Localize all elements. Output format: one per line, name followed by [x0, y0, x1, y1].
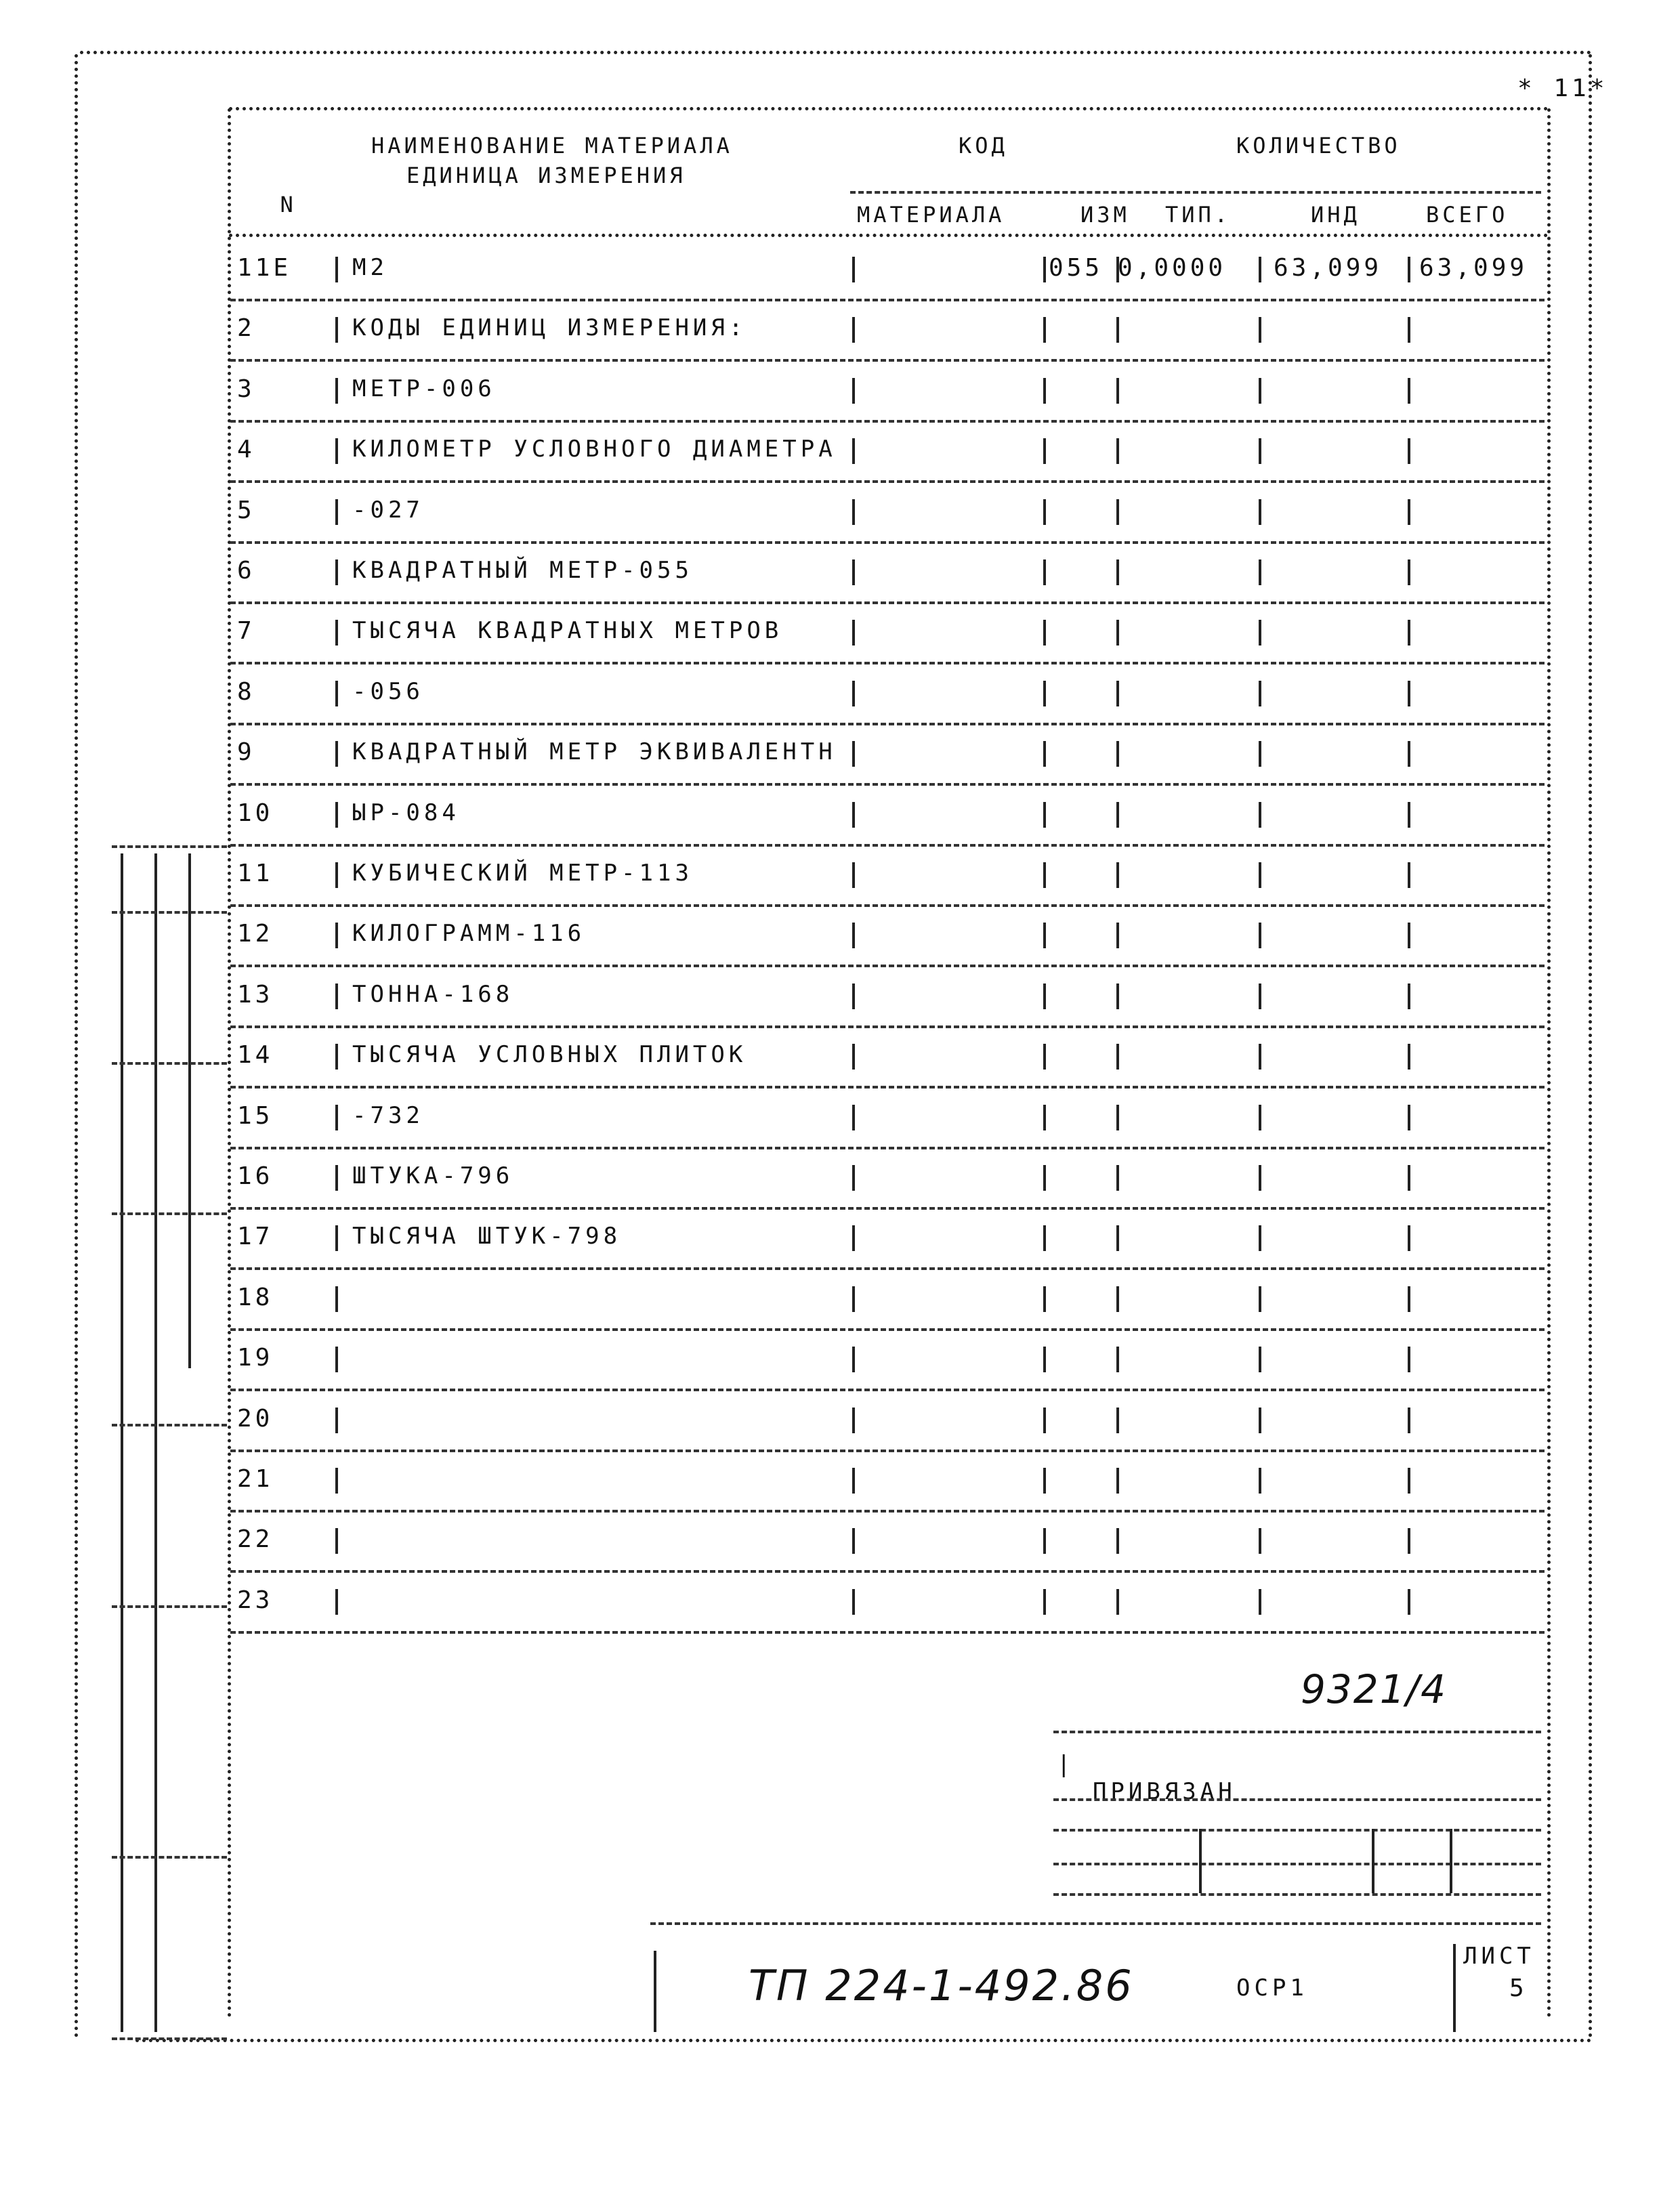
table-row	[0, 375, 1680, 416]
header-no	[247, 166, 297, 217]
column-separator	[1116, 1468, 1119, 1494]
stamp-line-1	[1053, 1731, 1541, 1733]
column-separator	[852, 1528, 855, 1554]
row-name: -056	[352, 678, 424, 705]
column-separator	[852, 1408, 855, 1433]
column-separator	[852, 317, 855, 343]
margin-dash-6	[112, 1605, 227, 1608]
column-separator	[1259, 438, 1261, 464]
column-separator	[852, 1225, 855, 1251]
row-name: ТЫСЯЧА КВАДРАТНЫХ МЕТРОВ	[352, 617, 783, 644]
column-separator	[1043, 620, 1046, 646]
table-row	[0, 496, 1680, 537]
column-separator	[1043, 1589, 1046, 1615]
column-separator	[1116, 1528, 1119, 1554]
row-number: 22	[237, 1525, 274, 1553]
table-row	[0, 1102, 1680, 1143]
column-separator	[335, 1286, 338, 1312]
column-separator	[1259, 983, 1261, 1009]
row-number: 11	[237, 860, 274, 887]
column-separator	[1043, 378, 1046, 404]
column-separator	[335, 620, 338, 646]
table-row	[0, 557, 1680, 597]
header-code: КОД	[959, 133, 1008, 158]
column-separator	[1043, 681, 1046, 706]
table-row	[0, 314, 1680, 355]
row-separator	[230, 1267, 1545, 1270]
header-material: МАТЕРИАЛА	[857, 202, 1005, 228]
margin-dash-2	[112, 911, 227, 914]
column-separator	[1408, 1468, 1410, 1494]
column-separator	[1259, 1165, 1261, 1191]
column-separator	[1408, 741, 1410, 767]
column-separator	[1259, 1589, 1261, 1615]
row-name: КУБИЧЕСКИЙ МЕТР-113	[352, 860, 693, 887]
titleblock-top	[650, 1922, 1541, 1925]
table-row	[0, 738, 1680, 779]
margin-dash-4	[112, 1212, 227, 1215]
column-separator	[1116, 1225, 1119, 1251]
column-separator	[852, 257, 855, 282]
column-separator	[1259, 1347, 1261, 1372]
column-separator	[1259, 1225, 1261, 1251]
row-name: ЫР-084	[352, 799, 460, 826]
column-separator	[1043, 317, 1046, 343]
column-separator	[1116, 1408, 1119, 1433]
row-number: 4	[237, 436, 255, 463]
row-number: 9	[237, 738, 255, 766]
column-separator	[1259, 1286, 1261, 1312]
column-separator	[852, 1044, 855, 1070]
row-separator	[230, 1086, 1545, 1088]
column-separator	[852, 862, 855, 888]
titleblock-left	[654, 1951, 656, 2032]
row-total: 63,099	[1419, 254, 1528, 282]
column-separator	[1408, 620, 1410, 646]
row-number: 17	[237, 1223, 274, 1250]
row-number: 10	[237, 799, 274, 827]
column-separator	[1116, 983, 1119, 1009]
row-separator	[230, 662, 1545, 664]
header-unit: ИЗМ	[1080, 202, 1130, 228]
column-separator	[335, 862, 338, 888]
column-separator	[852, 378, 855, 404]
table-row	[0, 1586, 1680, 1627]
column-separator	[852, 1347, 855, 1372]
column-separator	[1043, 802, 1046, 828]
form-code: ОСР1	[1236, 1974, 1308, 2002]
row-separator	[230, 1389, 1545, 1391]
column-separator	[335, 378, 338, 404]
row-separator	[230, 420, 1545, 423]
outer-frame-bottom	[135, 2039, 1592, 2042]
column-separator	[1043, 499, 1046, 525]
row-number: 13	[237, 981, 274, 1009]
column-separator	[335, 983, 338, 1009]
column-separator	[335, 438, 338, 464]
row-separator	[230, 1147, 1545, 1149]
column-separator	[1043, 257, 1046, 282]
column-separator	[852, 681, 855, 706]
row-name: КОДЫ ЕДИНИЦ ИЗМЕРЕНИЯ:	[352, 314, 747, 341]
table-row	[0, 860, 1680, 900]
row-separator	[230, 359, 1545, 362]
row-name: ШТУКА-796	[352, 1162, 514, 1189]
column-separator	[1259, 1468, 1261, 1494]
column-separator	[1408, 257, 1410, 282]
column-separator	[1408, 499, 1410, 525]
column-separator	[1259, 257, 1261, 282]
column-separator	[1116, 923, 1119, 948]
column-separator	[335, 681, 338, 706]
row-name: М2	[352, 254, 388, 281]
column-separator	[335, 317, 338, 343]
table-row	[0, 1344, 1680, 1384]
row-separator	[230, 480, 1545, 483]
column-separator	[1259, 499, 1261, 525]
column-separator	[1116, 499, 1119, 525]
table-row	[0, 254, 1680, 295]
column-separator	[1116, 741, 1119, 767]
column-separator	[1259, 862, 1261, 888]
column-separator	[1116, 1286, 1119, 1312]
column-separator	[1043, 1044, 1046, 1070]
column-separator	[852, 983, 855, 1009]
column-separator	[1408, 559, 1410, 585]
row-number: 15	[237, 1102, 274, 1130]
column-separator	[1408, 983, 1410, 1009]
margin-dash-5	[112, 1424, 227, 1426]
header-name-1: НАИМЕНОВАНИЕ МАТЕРИАЛА	[371, 133, 733, 158]
column-separator	[1259, 1528, 1261, 1554]
column-separator	[1043, 983, 1046, 1009]
column-separator	[335, 559, 338, 585]
column-separator	[1259, 620, 1261, 646]
column-separator	[1043, 1528, 1046, 1554]
row-name: -732	[352, 1102, 424, 1129]
column-separator	[852, 741, 855, 767]
row-separator	[230, 1510, 1545, 1512]
column-separator	[1116, 1347, 1119, 1372]
row-number: 2	[237, 314, 255, 342]
column-separator	[1116, 862, 1119, 888]
stamp-line-5	[1053, 1893, 1541, 1896]
column-separator	[1043, 559, 1046, 585]
column-separator	[1408, 862, 1410, 888]
header-no-label: N	[280, 192, 297, 217]
row-separator	[230, 1570, 1545, 1573]
row-name: КИЛОГРАММ-116	[352, 920, 586, 947]
column-separator	[1116, 317, 1119, 343]
column-separator	[1043, 862, 1046, 888]
row-number: 14	[237, 1041, 274, 1069]
margin-bar-2	[154, 853, 157, 2032]
table-row	[0, 920, 1680, 960]
doc-code: ТП 224-1-492.86	[749, 1961, 1134, 2010]
table-row	[0, 1162, 1680, 1203]
row-number: 20	[237, 1405, 274, 1433]
column-separator	[1043, 438, 1046, 464]
column-separator	[335, 802, 338, 828]
column-separator	[1259, 1044, 1261, 1070]
column-separator	[852, 1105, 855, 1130]
column-separator	[852, 923, 855, 948]
row-separator	[230, 1207, 1545, 1210]
row-name: ТЫСЯЧА УСЛОВНЫХ ПЛИТОК	[352, 1041, 747, 1068]
row-separator	[230, 1450, 1545, 1452]
column-separator	[1408, 1589, 1410, 1615]
row-name: МЕТР-006	[352, 375, 496, 402]
column-separator	[1116, 438, 1119, 464]
row-separator	[230, 1631, 1545, 1634]
row-number: 12	[237, 920, 274, 948]
column-separator	[1116, 1589, 1119, 1615]
column-separator	[1408, 1165, 1410, 1191]
row-number: 3	[237, 375, 255, 403]
margin-dash-3	[112, 1062, 227, 1065]
header-sub-line	[850, 191, 1541, 194]
column-separator	[1408, 438, 1410, 464]
table-row	[0, 799, 1680, 840]
column-separator	[1116, 802, 1119, 828]
column-separator	[335, 923, 338, 948]
row-name: КВАДРАТНЫЙ МЕТР-055	[352, 557, 693, 584]
column-separator	[1408, 681, 1410, 706]
margin-dash-8	[112, 2037, 227, 2040]
table-row	[0, 1041, 1680, 1082]
column-separator	[1408, 802, 1410, 828]
column-separator	[1116, 378, 1119, 404]
sheet-label: ЛИСТ	[1463, 1943, 1535, 1970]
row-number: 5	[237, 496, 255, 524]
column-separator	[1116, 1165, 1119, 1191]
table-row	[0, 1465, 1680, 1506]
column-separator	[335, 1165, 338, 1191]
column-separator	[852, 499, 855, 525]
column-separator	[1408, 1286, 1410, 1312]
row-code: 055	[1049, 254, 1104, 282]
margin-dash-1	[112, 845, 227, 848]
row-separator	[230, 541, 1545, 544]
column-separator	[1259, 1408, 1261, 1433]
table-row	[0, 1223, 1680, 1263]
row-type: 0,0000	[1118, 254, 1227, 282]
column-separator	[335, 1225, 338, 1251]
row-separator	[230, 1025, 1545, 1028]
column-separator	[852, 1589, 855, 1615]
column-separator	[1259, 923, 1261, 948]
column-separator	[1043, 1286, 1046, 1312]
table-row	[0, 981, 1680, 1021]
column-separator	[1116, 257, 1119, 282]
column-separator	[1408, 1408, 1410, 1433]
column-separator	[1116, 681, 1119, 706]
column-separator	[1408, 1044, 1410, 1070]
column-separator	[335, 499, 338, 525]
column-separator	[1116, 620, 1119, 646]
stamp-div-1	[1199, 1829, 1202, 1893]
row-name: -027	[352, 496, 424, 524]
margin-bar-3	[188, 853, 191, 1368]
margin-dash-7	[112, 1856, 227, 1859]
column-separator	[1259, 378, 1261, 404]
row-separator	[230, 299, 1545, 301]
row-name: ТЫСЯЧА ШТУК-798	[352, 1223, 622, 1250]
table-row	[0, 1284, 1680, 1324]
row-name: КВАДРАТНЫЙ МЕТР ЭКВИВАЛЕНТН	[352, 738, 837, 765]
page-marker: * 11*	[1517, 75, 1608, 102]
table-row	[0, 1405, 1680, 1445]
column-separator	[1259, 1105, 1261, 1130]
column-separator	[1408, 1528, 1410, 1554]
row-number: 19	[237, 1344, 274, 1372]
row-name: ТОННА-168	[352, 981, 514, 1008]
row-number: 8	[237, 678, 255, 706]
header-qty: КОЛИЧЕСТВО	[1236, 133, 1401, 158]
table-row	[0, 617, 1680, 658]
column-separator	[1408, 923, 1410, 948]
row-separator	[230, 844, 1545, 847]
column-separator	[1043, 923, 1046, 948]
row-ind: 63,099	[1274, 254, 1383, 282]
column-separator	[335, 1468, 338, 1494]
row-name: КИЛОМЕТР УСЛОВНОГО ДИАМЕТРА	[352, 436, 837, 463]
column-separator	[1116, 1044, 1119, 1070]
column-separator	[1259, 802, 1261, 828]
header-total: ВСЕГО	[1426, 202, 1509, 228]
sheet-number: 5	[1509, 1974, 1528, 2002]
column-separator	[1408, 1347, 1410, 1372]
header-type: ТИП.	[1165, 202, 1232, 228]
row-separator	[230, 601, 1545, 604]
column-separator	[852, 1165, 855, 1191]
column-separator	[335, 1408, 338, 1433]
row-number: 6	[237, 557, 255, 585]
column-separator	[852, 1468, 855, 1494]
column-separator	[852, 620, 855, 646]
column-separator	[1043, 1165, 1046, 1191]
column-separator	[1043, 1468, 1046, 1494]
column-separator	[335, 741, 338, 767]
row-number: 16	[237, 1162, 274, 1190]
row-separator	[230, 783, 1545, 786]
stamp-line-4	[1053, 1863, 1541, 1865]
column-separator	[335, 1528, 338, 1554]
row-number: 21	[237, 1465, 274, 1493]
titleblock-sheet-div	[1453, 1944, 1456, 2032]
column-separator	[335, 1589, 338, 1615]
column-separator	[335, 1347, 338, 1372]
column-separator	[1408, 378, 1410, 404]
row-separator	[230, 904, 1545, 907]
stamp-line-3	[1053, 1829, 1541, 1832]
column-separator	[852, 1286, 855, 1312]
stamp-line-2	[1053, 1798, 1541, 1801]
column-separator	[1259, 559, 1261, 585]
table-row	[0, 1525, 1680, 1566]
stamp-bound-label: ПРИВЯЗАН	[1092, 1778, 1236, 1805]
column-separator	[1408, 317, 1410, 343]
column-separator	[852, 438, 855, 464]
row-separator	[230, 723, 1545, 725]
column-separator	[1116, 559, 1119, 585]
stamp-div-2	[1372, 1829, 1374, 1893]
column-separator	[1043, 1347, 1046, 1372]
handwritten-number: 9321/4	[1301, 1666, 1448, 1712]
row-number: 7	[237, 617, 255, 645]
column-separator	[335, 257, 338, 282]
column-separator	[1259, 317, 1261, 343]
column-separator	[1259, 681, 1261, 706]
column-separator	[852, 559, 855, 585]
header-name-2: ЕДИНИЦА ИЗМЕРЕНИЯ	[406, 163, 686, 188]
row-number: 11Е	[237, 254, 292, 282]
row-separator	[230, 1328, 1545, 1331]
column-separator	[1259, 741, 1261, 767]
column-separator	[1116, 1105, 1119, 1130]
column-separator	[335, 1044, 338, 1070]
margin-bar-1	[121, 853, 123, 2032]
column-separator	[1043, 1105, 1046, 1130]
row-number: 18	[237, 1284, 274, 1311]
stamp-bound-row: | ПРИВЯЗАН	[1057, 1751, 1236, 1805]
header-ind: ИНД	[1311, 202, 1360, 228]
stamp-div-3	[1450, 1829, 1452, 1893]
row-number: 23	[237, 1586, 274, 1614]
row-separator	[230, 965, 1545, 967]
column-separator	[852, 802, 855, 828]
column-separator	[1043, 741, 1046, 767]
header-bottom-line	[229, 234, 1549, 237]
table-row	[0, 436, 1680, 476]
table-row	[0, 678, 1680, 719]
column-separator	[1408, 1105, 1410, 1130]
column-separator	[1043, 1408, 1046, 1433]
column-separator	[335, 1105, 338, 1130]
column-separator	[1043, 1225, 1046, 1251]
column-separator	[1408, 1225, 1410, 1251]
